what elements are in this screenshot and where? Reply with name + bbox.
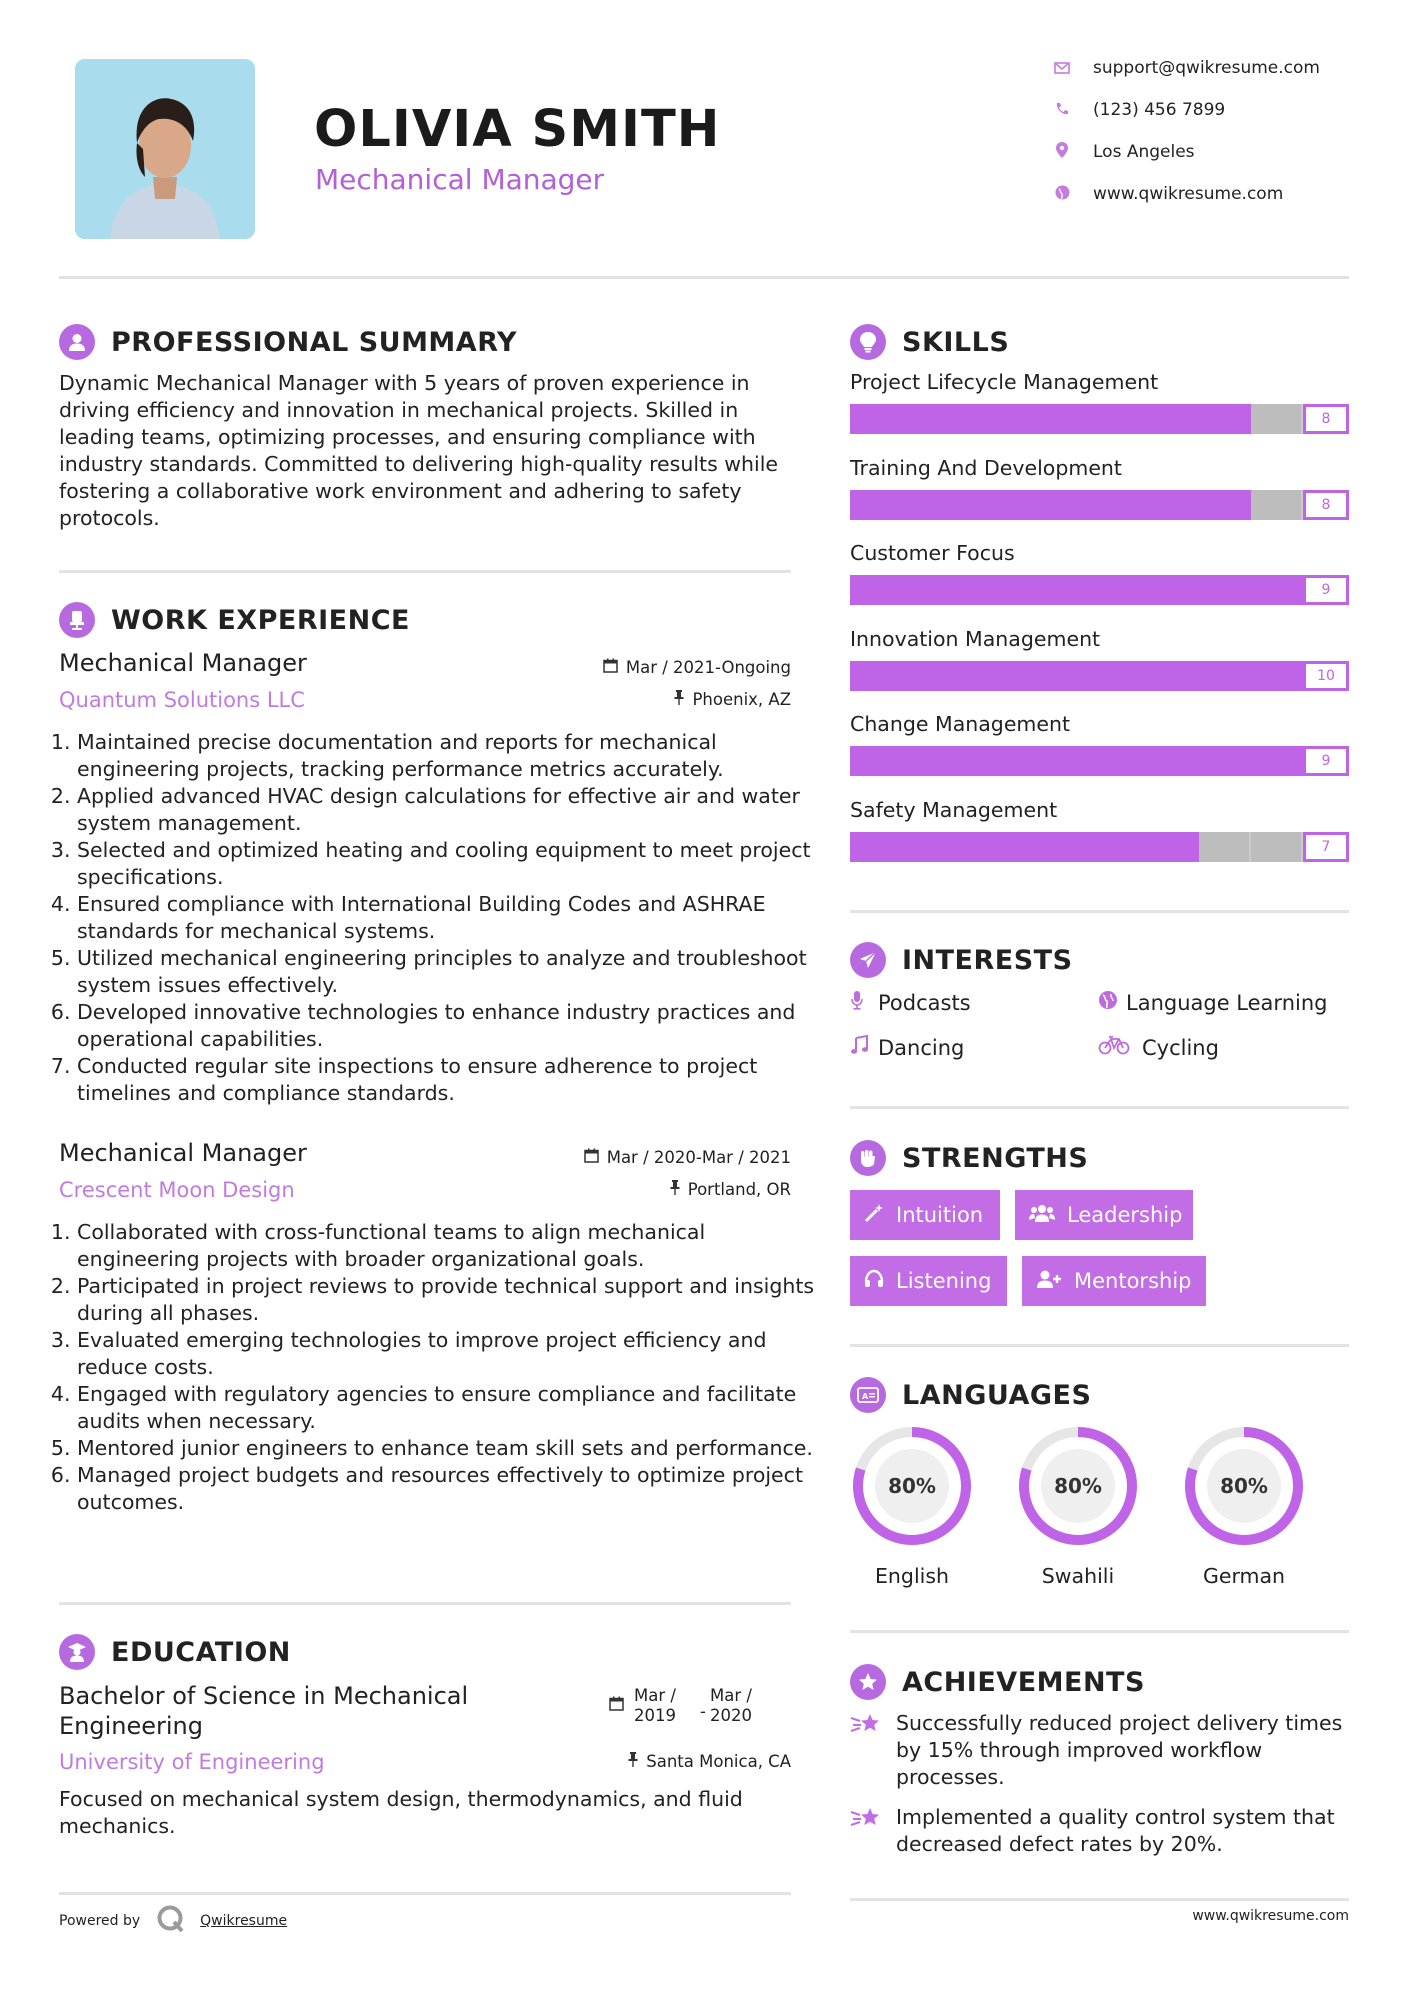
achievement-item-2 xyxy=(850,1804,1349,1858)
language-percent-label: 80% xyxy=(1054,1474,1102,1498)
interest-podcasts-label: Podcasts xyxy=(878,990,971,1015)
strength-mentorship-label: Mentorship xyxy=(1074,1269,1192,1293)
skill-bar-segment xyxy=(1251,490,1303,520)
skill-bar-segment xyxy=(850,661,900,691)
work-heading xyxy=(59,602,410,638)
education-date-dash: - xyxy=(700,1702,706,1721)
strengths-divider xyxy=(850,1344,1349,1347)
list-item: 1. Collaborated with cross-functional teams to align mechanical engineering projects with broader organizational goals. xyxy=(77,1219,817,1273)
footer-brand-link[interactable]: Qwikresume xyxy=(200,1913,288,1929)
education-start: Mar / 2019 xyxy=(634,1686,676,1725)
education-dates xyxy=(609,1686,752,1726)
skill-level-label: 9 xyxy=(1303,746,1349,776)
education-heading xyxy=(59,1634,291,1670)
degree-line-2: Engineering xyxy=(59,1712,203,1740)
qwikresume-logo-icon xyxy=(156,1904,186,1938)
skill-name: Safety Management xyxy=(850,797,1058,822)
music-note-icon xyxy=(850,1035,878,1060)
skill-bar-segment xyxy=(1251,832,1303,862)
skills-list xyxy=(850,370,1349,883)
education-title: EDUCATION xyxy=(111,1636,291,1668)
skill-bar-segment xyxy=(1151,490,1201,520)
location-pin-icon xyxy=(1051,142,1073,162)
job-1-title: Mechanical Manager xyxy=(59,649,307,677)
list-item: 2. Participated in project reviews to provide technical support and insights during all phases. xyxy=(77,1273,817,1327)
skill-bar-segment xyxy=(951,746,1001,776)
skill-bar-segment xyxy=(1201,490,1251,520)
contact-website[interactable] xyxy=(1051,184,1283,204)
svg-text:A: A xyxy=(862,1392,869,1401)
languages-heading xyxy=(850,1377,1091,1413)
summary-heading xyxy=(59,324,517,360)
education-location xyxy=(628,1752,791,1771)
interest-dancing xyxy=(850,1035,964,1060)
skill-level-label: 7 xyxy=(1303,832,1349,862)
skill-bar-segment xyxy=(1102,746,1152,776)
job-2-location xyxy=(670,1180,791,1199)
skill-bar-segment xyxy=(1050,490,1100,520)
list-item: 4. Engaged with regulatory agencies to ensure compliance and facilitate audits when necessary. xyxy=(77,1381,817,1435)
language-item xyxy=(850,1424,974,1588)
list-item: 7. Conducted regular site inspections to ensure adherence to project timelines and compliance standards. xyxy=(77,1053,817,1107)
skill-name: Project Lifecycle Management xyxy=(850,370,1159,394)
candidate-title: Mechanical Manager xyxy=(315,163,605,196)
skill-bar-segment xyxy=(850,490,900,520)
strengths-title: STRENGTHS xyxy=(902,1142,1089,1174)
skill-bar-segment xyxy=(1101,490,1151,520)
strength-leadership-tag xyxy=(1015,1190,1193,1240)
interest-podcasts xyxy=(850,990,971,1015)
work-divider xyxy=(59,1602,791,1605)
interests-divider xyxy=(850,1106,1349,1109)
microphone-icon xyxy=(850,990,878,1015)
school-name: University of Engineering xyxy=(59,1750,325,1774)
skill-bar-segment xyxy=(1001,746,1051,776)
skill-bar-segment xyxy=(900,832,950,862)
skill-bar-segment xyxy=(950,404,1000,434)
list-item: 6. Developed innovative technologies to enhance industry practices and operational capabilities. xyxy=(77,999,817,1053)
work-title: WORK EXPERIENCE xyxy=(111,604,410,636)
interest-language-learning-label: Language Learning xyxy=(1126,990,1328,1015)
skill-item xyxy=(850,627,1349,713)
globe-icon xyxy=(1051,185,1073,204)
interest-dancing-label: Dancing xyxy=(878,1035,965,1060)
skill-bar-segment xyxy=(1102,575,1152,605)
strength-listening-label: Listening xyxy=(896,1269,992,1293)
skill-item xyxy=(850,456,1349,542)
skill-bar-segment xyxy=(1149,832,1199,862)
language-ring xyxy=(850,1424,974,1548)
languages-title: LANGUAGES xyxy=(902,1379,1092,1411)
list-item: 2. Applied advanced HVAC design calculations for effective air and water system management. xyxy=(77,783,817,837)
skill-bar-segment xyxy=(1000,404,1050,434)
achievement-text-1: Successfully reduced project delivery times by 15% through improved workflow processes. xyxy=(896,1711,1343,1789)
list-item: 4. Ensured compliance with International Building Codes and ASHRAE standards for mechanical systems. xyxy=(77,891,817,945)
skill-level-label: 10 xyxy=(1303,661,1349,691)
header-divider xyxy=(59,276,1349,279)
list-item: 5. Utilized mechanical engineering principles to analyze and troubleshoot system issues effectively. xyxy=(77,945,817,999)
skill-bar-segment xyxy=(1152,661,1202,691)
briefcase-chair-icon xyxy=(59,602,95,638)
language-item xyxy=(1182,1424,1306,1588)
contact-phone-text: (123) 456 7899 xyxy=(1093,100,1226,120)
skill-bar xyxy=(850,404,1349,434)
skill-bar xyxy=(850,575,1349,605)
job-2-dates xyxy=(584,1148,791,1167)
achievement-text-2: Implemented a quality control system that decreased defect rates by 20%. xyxy=(896,1805,1335,1856)
skill-bar-segment xyxy=(900,575,950,605)
lightbulb-icon xyxy=(850,324,886,360)
skill-bar-segment xyxy=(1202,746,1252,776)
languages-list xyxy=(850,1424,1349,1594)
language-name: Swahili xyxy=(1041,1564,1115,1588)
skill-bar-segment xyxy=(950,490,1000,520)
job-1-dates-text: Mar / 2021-Ongoing xyxy=(625,658,791,677)
skill-bar-segment xyxy=(900,490,950,520)
magic-wand-icon xyxy=(864,1203,884,1228)
graduate-icon xyxy=(59,1634,95,1670)
interests-heading xyxy=(850,942,1073,978)
skill-bar-segment xyxy=(850,832,900,862)
skill-bar-segment xyxy=(1050,832,1100,862)
list-item: 6. Managed project budgets and resources effectively to optimize project outcomes. xyxy=(77,1462,817,1516)
phone-icon xyxy=(1051,101,1073,120)
summary-text: Dynamic Mechanical Manager with 5 years of proven experience in driving efficiency and innovation in mechanical projects. Skilled in leading teams, optimizing processes, and ensuring compliance with industry standards. Committed to delivering high-quality results while fostering a collaborative work environment and adhering to safety protocols. xyxy=(59,371,779,530)
language-percent-label: 80% xyxy=(888,1474,936,1498)
job-1-location-text: Phoenix, AZ xyxy=(692,690,791,709)
degree-line-1: Bachelor of Science in Mechanical xyxy=(59,1682,469,1710)
skill-bar xyxy=(850,746,1349,776)
strength-mentorship-tag xyxy=(1022,1256,1206,1306)
contact-phone[interactable] xyxy=(1051,100,1225,120)
strength-intuition-tag xyxy=(850,1190,1000,1240)
star-badge-icon xyxy=(850,1664,886,1700)
skill-bar-segment xyxy=(1202,661,1252,691)
contact-email[interactable] xyxy=(1051,58,1320,78)
skill-bar-segment xyxy=(1050,404,1100,434)
list-item: 5. Mentored junior engineers to enhance team skill sets and performance. xyxy=(77,1435,817,1462)
footer-powered-label: Powered by xyxy=(59,1913,141,1929)
user-plus-icon xyxy=(1036,1269,1062,1294)
calendar-icon xyxy=(584,1148,599,1167)
pushpin-icon xyxy=(670,1180,680,1199)
skill-item xyxy=(850,712,1349,798)
skill-item xyxy=(850,798,1349,884)
skill-bar-segment xyxy=(1001,661,1051,691)
skill-bar-segment xyxy=(1253,661,1303,691)
mail-icon xyxy=(1051,59,1073,78)
skill-bar-segment xyxy=(1000,832,1050,862)
language-ring xyxy=(1016,1424,1140,1548)
job-2-bullets xyxy=(59,1219,817,1516)
education-divider xyxy=(59,1892,791,1895)
language-item xyxy=(1016,1424,1140,1588)
calendar-icon xyxy=(609,1696,624,1716)
strengths-heading xyxy=(850,1140,1088,1176)
shooting-star-icon xyxy=(850,1710,896,1791)
summary-divider xyxy=(59,570,791,573)
skills-heading xyxy=(850,324,1009,360)
bicycle-icon xyxy=(1098,1035,1142,1060)
skill-bar-segment xyxy=(850,746,900,776)
skill-bar-segment xyxy=(1152,575,1202,605)
skills-divider xyxy=(850,910,1349,913)
contact-email-text: support@qwikresume.com xyxy=(1093,58,1320,78)
skill-bar-segment xyxy=(1101,404,1151,434)
skill-bar-segment xyxy=(1001,575,1051,605)
skill-bar xyxy=(850,490,1349,520)
job-1-company: Quantum Solutions LLC xyxy=(59,688,305,712)
pushpin-icon xyxy=(628,1752,638,1771)
footer-powered xyxy=(59,1904,287,1938)
skill-bar-segment xyxy=(951,575,1001,605)
degree-title xyxy=(59,1681,468,1741)
interest-cycling xyxy=(1098,1035,1219,1060)
summary-title: PROFESSIONAL SUMMARY xyxy=(111,326,518,358)
skill-bar-segment xyxy=(900,404,950,434)
skill-bar-segment xyxy=(1051,746,1101,776)
skill-bar-segment xyxy=(1051,661,1101,691)
interests-title: INTERESTS xyxy=(902,944,1073,976)
language-card-icon xyxy=(850,1377,886,1413)
achievements-divider xyxy=(850,1898,1349,1901)
users-icon xyxy=(1029,1203,1055,1228)
language-percent-label: 80% xyxy=(1220,1474,1268,1498)
profile-photo xyxy=(75,59,255,239)
job-1-location xyxy=(674,690,791,709)
fist-icon xyxy=(850,1140,886,1176)
interest-cycling-label: Cycling xyxy=(1142,1035,1219,1060)
skill-bar-segment xyxy=(951,661,1001,691)
skill-bar-segment xyxy=(1152,746,1202,776)
skill-bar-segment xyxy=(1253,746,1303,776)
skill-bar-segment xyxy=(900,661,950,691)
education-end: Mar / 2020 xyxy=(709,1686,752,1725)
skill-name: Innovation Management xyxy=(850,626,1101,651)
language-ring xyxy=(1182,1424,1306,1548)
skill-bar xyxy=(850,832,1349,862)
languages-divider xyxy=(850,1630,1349,1633)
contact-location xyxy=(1051,142,1195,162)
skill-name: Change Management xyxy=(850,712,1071,736)
skill-bar-segment xyxy=(1102,661,1152,691)
skill-bar-segment xyxy=(950,832,1000,862)
shooting-star-icon xyxy=(850,1804,896,1858)
list-item: 3. Selected and optimized heating and cooling equipment to meet project specifications. xyxy=(77,837,817,891)
skill-bar-segment xyxy=(850,575,900,605)
skill-name: Customer Focus xyxy=(850,541,1015,565)
skill-bar-segment xyxy=(1199,832,1251,862)
list-item: 3. Evaluated emerging technologies to improve project efficiency and reduce costs. xyxy=(77,1327,817,1381)
calendar-icon xyxy=(603,658,618,677)
skill-item xyxy=(850,370,1349,456)
paper-plane-icon xyxy=(850,942,886,978)
skills-title: SKILLS xyxy=(902,326,1010,358)
skill-bar-segment xyxy=(1151,404,1201,434)
skill-level-label: 9 xyxy=(1303,575,1349,605)
strength-listening-tag xyxy=(850,1256,1007,1306)
footer-site-link[interactable]: www.qwikresume.com xyxy=(1192,1908,1349,1924)
strength-intuition-label: Intuition xyxy=(896,1203,984,1227)
contact-location-text: Los Angeles xyxy=(1093,142,1195,162)
skill-bar-segment xyxy=(1202,575,1252,605)
list-item: 1. Maintained precise documentation and reports for mechanical engineering projects, tracking performance metrics accurately. xyxy=(77,729,817,783)
education-location-text: Santa Monica, CA xyxy=(646,1752,791,1771)
job-2-title: Mechanical Manager xyxy=(59,1139,307,1167)
job-1-dates xyxy=(603,658,791,677)
job-1-bullets xyxy=(59,729,817,1107)
skill-bar-segment xyxy=(1051,575,1101,605)
skill-level-label: 8 xyxy=(1303,404,1349,434)
language-name: English xyxy=(874,1564,950,1588)
skill-bar-segment xyxy=(1251,404,1303,434)
job-2-company: Crescent Moon Design xyxy=(59,1178,295,1202)
job-2-dates-text: Mar / 2020-Mar / 2021 xyxy=(606,1148,791,1167)
strength-leadership-label: Leadership xyxy=(1067,1203,1183,1227)
skill-bar-segment xyxy=(1000,490,1050,520)
achievement-item-1 xyxy=(850,1710,1349,1791)
job-2-location-text: Portland, OR xyxy=(687,1180,791,1199)
skill-bar-segment xyxy=(1099,832,1149,862)
skill-bar-segment xyxy=(900,746,950,776)
contact-website-text: www.qwikresume.com xyxy=(1093,184,1284,204)
skill-bar xyxy=(850,661,1349,691)
achievements-heading xyxy=(850,1664,1145,1700)
skill-bar-segment xyxy=(1201,404,1251,434)
interest-language-learning xyxy=(1098,990,1327,1015)
skill-item xyxy=(850,541,1349,627)
achievements-title: ACHIEVEMENTS xyxy=(902,1666,1145,1698)
education-description: Focused on mechanical system design, thermodynamics, and fluid mechanics. xyxy=(59,1787,743,1838)
user-icon xyxy=(59,324,95,360)
skill-bar-segment xyxy=(1253,575,1303,605)
skill-name: Training And Development xyxy=(850,455,1122,480)
skill-level-label: 8 xyxy=(1303,490,1349,520)
skill-bar-segment xyxy=(850,404,900,434)
pushpin-icon xyxy=(674,690,684,709)
globe-icon xyxy=(1098,990,1126,1015)
candidate-name: OLIVIA SMITH xyxy=(314,100,721,159)
headphones-icon xyxy=(864,1269,884,1294)
language-name: German xyxy=(1202,1564,1286,1588)
